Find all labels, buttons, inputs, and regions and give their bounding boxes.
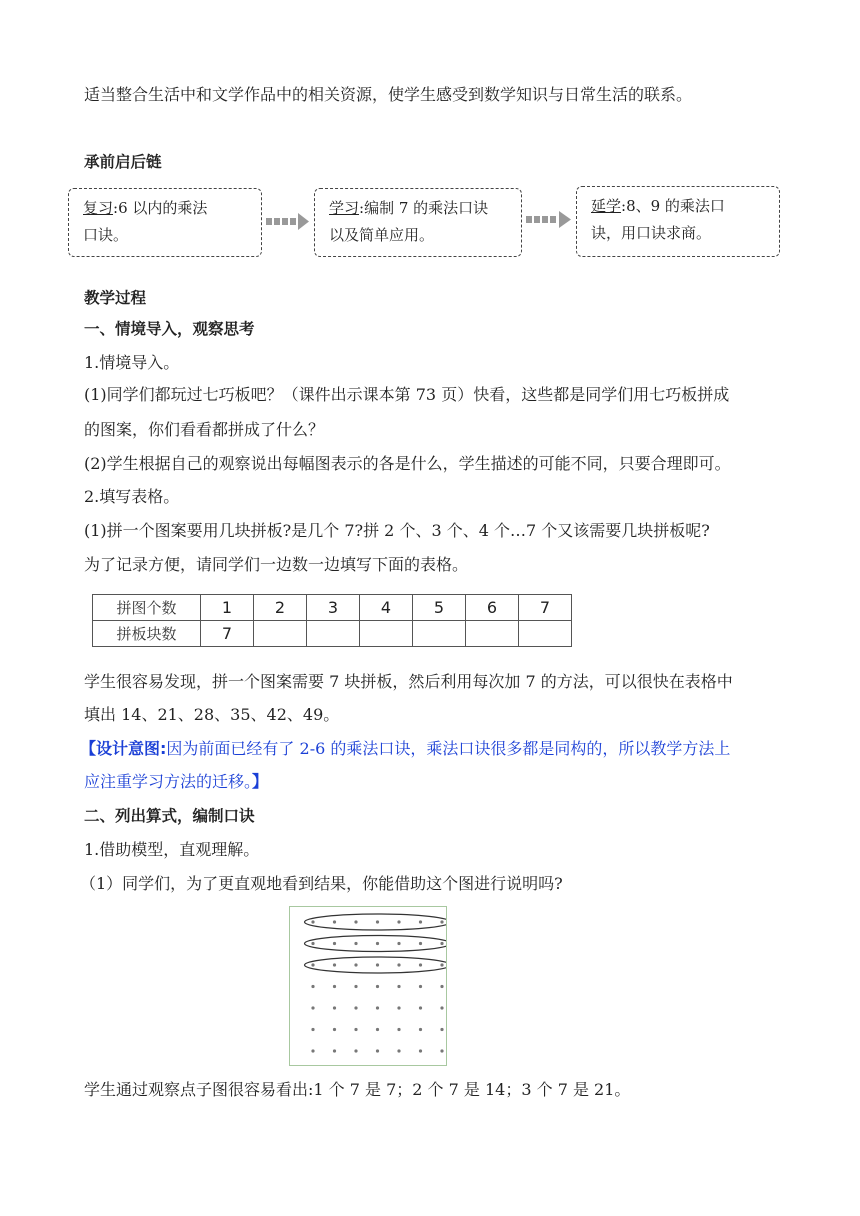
dot bbox=[440, 1049, 443, 1052]
table-cell bbox=[254, 621, 307, 647]
design-intent-close: 】 bbox=[252, 772, 269, 791]
section1-line: 1.情境导入。 bbox=[84, 353, 180, 372]
puzzle-table bbox=[92, 594, 572, 647]
table-cell: 1 bbox=[201, 595, 254, 621]
chain-text-review-1: :6 以内的乘法 bbox=[113, 199, 208, 217]
table-cell: 5 bbox=[413, 595, 466, 621]
chain-tag-learn: 学习 bbox=[329, 199, 360, 217]
section2-conclusion: 学生通过观察点子图很容易看出:1 个 7 是 7；2 个 7 是 14；3 个 7 是 21。 bbox=[84, 1080, 631, 1099]
dot bbox=[354, 1028, 357, 1031]
table-cell: 7 bbox=[519, 595, 572, 621]
section2-title: 二、列出算式，编制口诀 bbox=[84, 807, 255, 825]
dot bbox=[354, 942, 357, 945]
chain-arrow-1-icon bbox=[266, 212, 310, 232]
dot bbox=[376, 1049, 379, 1052]
dot bbox=[419, 1006, 422, 1009]
dot bbox=[333, 963, 336, 966]
dot bbox=[311, 920, 314, 923]
dot bbox=[354, 985, 357, 988]
table-cell: 3 bbox=[307, 595, 360, 621]
dot bbox=[397, 1006, 400, 1009]
dot bbox=[311, 1049, 314, 1052]
design-intent-line2 bbox=[84, 771, 790, 793]
dot bbox=[333, 1006, 336, 1009]
section1-line: (1)拼一个图案要用几块拼板?是几个 7?拼 2 个、3 个、4 个…7 个又该需要几块拼板呢? bbox=[84, 521, 710, 540]
dot bbox=[419, 963, 422, 966]
dot bbox=[354, 1049, 357, 1052]
after-table-line: 学生很容易发现，拼一个图案需要 7 块拼板，然后利用每次加 7 的方法，可以很快在表格中 bbox=[84, 672, 733, 691]
chain-box-extend bbox=[576, 186, 780, 257]
dot bbox=[440, 920, 443, 923]
dot bbox=[440, 1006, 443, 1009]
dot bbox=[419, 985, 422, 988]
chain-tag-review: 复习 bbox=[83, 199, 114, 217]
table-row-label: 拼板块数 bbox=[93, 621, 201, 647]
dot bbox=[333, 942, 336, 945]
dot bbox=[397, 1028, 400, 1031]
dot-array-figure bbox=[289, 906, 447, 1066]
dot bbox=[419, 942, 422, 945]
design-intent-text: 应注重学习方法的迁移。 bbox=[84, 772, 253, 791]
dot bbox=[397, 920, 400, 923]
dot bbox=[376, 1028, 379, 1031]
dot bbox=[376, 942, 379, 945]
table-cell: 7 bbox=[201, 621, 254, 647]
dot bbox=[311, 942, 314, 945]
dot bbox=[397, 942, 400, 945]
design-intent-text: 因为前面已经有了 2-6 的乘法口诀，乘法口诀很多都是同构的，所以教学方法上 bbox=[166, 739, 731, 758]
dot bbox=[440, 942, 443, 945]
table-cell bbox=[413, 621, 466, 647]
section1-line: (2)学生根据自己的观察说出每幅图表示的各是什么，学生描述的可能不同，只要合理即可。 bbox=[84, 454, 731, 473]
dot bbox=[311, 1006, 314, 1009]
section2-line: 1.借助模型，直观理解。 bbox=[84, 840, 260, 859]
table-row bbox=[93, 621, 572, 647]
chain-text-learn-1: :编制 7 的乘法口诀 bbox=[359, 199, 489, 217]
dot bbox=[440, 985, 443, 988]
section1-line: 2.填写表格。 bbox=[84, 487, 180, 506]
chain-text-extend-1: :8、9 的乘法口 bbox=[621, 197, 725, 215]
design-intent-label: 设计意图: bbox=[96, 739, 167, 758]
table-cell bbox=[307, 621, 360, 647]
row-group-ellipse bbox=[305, 936, 447, 952]
dot bbox=[376, 963, 379, 966]
dot bbox=[397, 985, 400, 988]
process-heading: 教学过程 bbox=[84, 289, 147, 307]
dot bbox=[376, 985, 379, 988]
chain-box-learn bbox=[314, 188, 522, 257]
after-table-line: 填出 14、21、28、35、42、49。 bbox=[84, 705, 340, 724]
dot bbox=[376, 920, 379, 923]
table-cell bbox=[360, 621, 413, 647]
dot bbox=[311, 963, 314, 966]
design-intent-line1 bbox=[80, 738, 790, 760]
dot bbox=[333, 920, 336, 923]
dot bbox=[311, 1028, 314, 1031]
row-group-ellipse bbox=[305, 914, 447, 930]
dot bbox=[354, 920, 357, 923]
table-row-label: 拼图个数 bbox=[93, 595, 201, 621]
dot bbox=[440, 1028, 443, 1031]
design-intent-open: 【 bbox=[80, 739, 97, 758]
chain-text-extend-2: 诀，用口诀求商。 bbox=[591, 224, 712, 242]
table-cell: 4 bbox=[360, 595, 413, 621]
chain-text-review-2: 口诀。 bbox=[83, 226, 129, 244]
section2-line: （1）同学们，为了更直观地看到结果，你能借助这个图进行说明吗? bbox=[80, 874, 563, 893]
dot bbox=[397, 1049, 400, 1052]
section1-line: (1)同学们都玩过七巧板吧？（课件出示课本第 73 页）快看，这些都是同学们用七巧板拼成 bbox=[84, 385, 730, 404]
dot bbox=[419, 920, 422, 923]
dot bbox=[440, 963, 443, 966]
dot bbox=[333, 1049, 336, 1052]
intro-text: 适当整合生活中和文学作品中的相关资源，使学生感受到数学知识与日常生活的联系。 bbox=[84, 85, 693, 104]
table-row bbox=[93, 595, 572, 621]
dot bbox=[419, 1049, 422, 1052]
chain-heading: 承前启后链 bbox=[84, 153, 162, 171]
dot-array-svg bbox=[290, 907, 446, 1065]
chain-text-learn-2: 以及简单应用。 bbox=[329, 226, 435, 244]
table-cell: 2 bbox=[254, 595, 307, 621]
dot bbox=[397, 963, 400, 966]
dot bbox=[311, 985, 314, 988]
dot bbox=[354, 963, 357, 966]
table-cell: 6 bbox=[466, 595, 519, 621]
chain-arrow-2-icon bbox=[526, 210, 572, 230]
section1-line: 的图案，你们看看都拼成了什么？ bbox=[84, 420, 325, 439]
dot bbox=[419, 1028, 422, 1031]
dot bbox=[376, 1006, 379, 1009]
section1-line: 为了记录方便，请同学们一边数一边填写下面的表格。 bbox=[84, 555, 469, 574]
dot bbox=[333, 1028, 336, 1031]
dot bbox=[333, 985, 336, 988]
section1-title: 一、情境导入，观察思考 bbox=[84, 320, 255, 338]
dot bbox=[354, 1006, 357, 1009]
chain-tag-extend: 延学 bbox=[591, 197, 622, 215]
table-cell bbox=[519, 621, 572, 647]
chain-box-review bbox=[68, 188, 262, 257]
table-cell bbox=[466, 621, 519, 647]
row-group-ellipse bbox=[305, 957, 447, 973]
